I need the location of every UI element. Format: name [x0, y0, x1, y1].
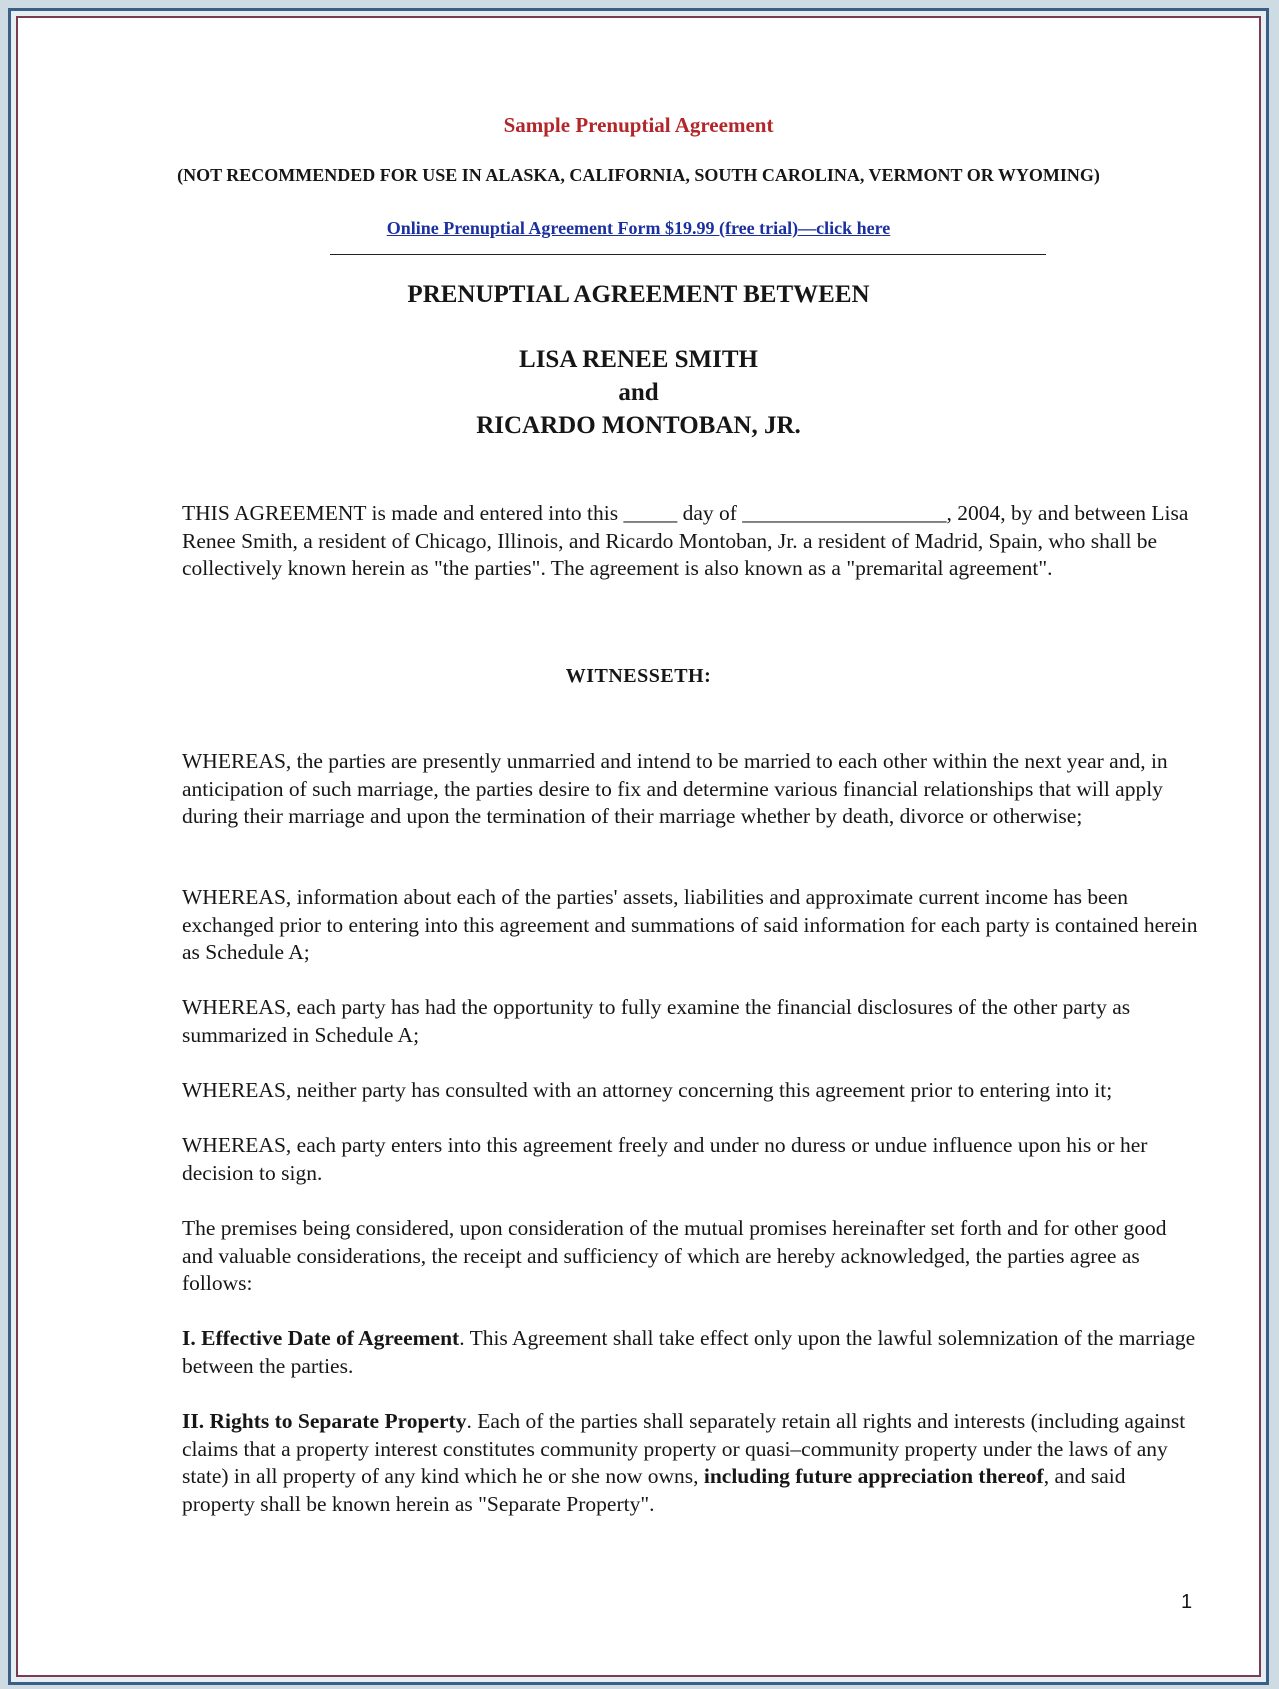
section-separate-property: [182, 1408, 1202, 1518]
premises-paragraph: The premises being considered, upon consideration of the mutual promises hereinafter set forth and for other good and valuable considerations, the receipt and sufficiency of which are hereby acknowledged, the parties agree as follows:: [182, 1216, 1167, 1295]
agreement-heading: PRENUPTIAL AGREEMENT BETWEEN: [407, 281, 870, 308]
whereas-clause-5: WHEREAS, each party enters into this agreement freely and under no duress or undue influence upon his or her decision to sign.: [182, 1133, 1148, 1185]
party-one-name: LISA RENEE SMITH: [519, 346, 758, 373]
document-page: [18, 18, 1259, 1675]
party-conjunction: and: [618, 379, 659, 406]
whereas-clause-4: WHEREAS, neither party has consulted with an attorney concerning this agreement prior to entering into it;: [182, 1078, 1113, 1102]
whereas-clause-3: WHEREAS, each party has had the opportunity to fully examine the financial disclosures of the other party as summarized in Schedule A;: [182, 995, 1131, 1047]
section-2-emphasis: including future appreciation thereof: [703, 1464, 1044, 1488]
section-1-heading: I. Effective Date of Agreement: [182, 1326, 460, 1350]
section-2-text-b: , and said property shall be known herein as "Separate Property".: [182, 1464, 1126, 1516]
intro-paragraph: THIS AGREEMENT is made and entered into this _____ day of ___________________, 2004, by and between Lisa Renee Smith, a resident of Chicago, Illinois, and Ricardo Montoban, Jr. a resident of Madrid, Spain, who shall be collectively known herein as "the parties". The agreement is also known as a "premarital agreement".: [182, 501, 1189, 580]
usage-notice: (NOT RECOMMENDED FOR USE IN ALASKA, CALIFORNIA, SOUTH CAROLINA, VERMONT OR WYOMING): [177, 165, 1100, 185]
section-2-text-a: . Each of the parties shall separately retain all rights and interests (including against claims that a property interest constitutes community property or quasi–community property under the laws of any state) in all property of any kind which he or she now owns,: [182, 1409, 1186, 1488]
party-two-name: RICARDO MONTOBAN, JR.: [476, 412, 801, 439]
horizontal-rule: [330, 254, 1046, 255]
page-frame: [8, 8, 1269, 1685]
whereas-clause-1: WHEREAS, the parties are presently unmarried and intend to be married to each other within the next year and, in anticipation of such marriage, the parties desire to fix and determine various financial relationships that will apply during their marriage and upon the termination of their marriage whether by death, divorce or otherwise;: [182, 749, 1168, 828]
online-form-link[interactable]: Online Prenuptial Agreement Form $19.99 (free trial)––click here: [386, 218, 891, 238]
section-2-heading: II. Rights to Separate Property: [182, 1409, 467, 1433]
witnesseth-heading: WITNESSETH:: [565, 665, 712, 687]
section-effective-date: [182, 1325, 1202, 1380]
online-form-link-line: [18, 218, 1259, 239]
section-1-text: . This Agreement shall take effect only upon the lawful solemnization of the marriage between the parties.: [182, 1326, 1196, 1378]
page-number: 1: [1181, 1591, 1193, 1613]
whereas-clause-2: WHEREAS, information about each of the parties' assets, liabilities and approximate current income has been exchanged prior to entering into this agreement and summations of said information for each party is contained herein as Schedule A;: [182, 885, 1198, 964]
document-title: Sample Prenuptial Agreement: [503, 113, 774, 137]
page-border: [16, 16, 1261, 1677]
